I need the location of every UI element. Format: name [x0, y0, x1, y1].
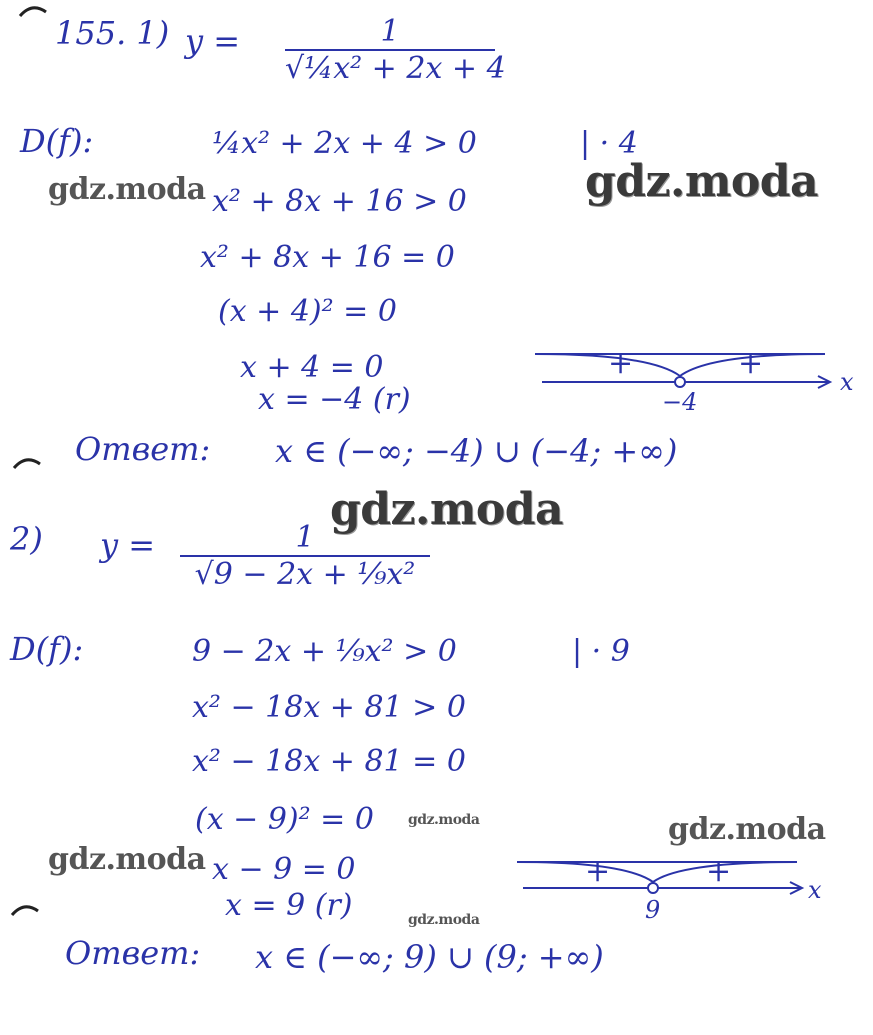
sign-right: + — [738, 346, 764, 381]
sign-left: + — [585, 854, 611, 889]
problem-number: 155. 1) — [55, 14, 170, 52]
watermark: gdz.moda — [408, 812, 480, 828]
step-1: x² − 18x + 81 > 0 — [192, 690, 466, 725]
problem-number: 2) — [10, 520, 43, 558]
axis-variable: x — [840, 368, 854, 396]
answer: x ∈ (−∞; −4) ∪ (−4; +∞) — [275, 432, 678, 470]
multiplier: | · 9 — [572, 634, 630, 669]
domain-label: D(f): — [10, 630, 84, 668]
radicand: 9 − 2x + ⅑x² — [213, 557, 416, 592]
sign-right: + — [706, 854, 732, 889]
page-curl-icon — [18, 4, 48, 18]
point-label: −4 — [662, 388, 698, 416]
number-line — [515, 858, 825, 918]
page-curl-icon — [12, 456, 42, 470]
step-4: x + 4 = 0 — [240, 350, 384, 385]
inequality: 9 − 2x + ⅑x² > 0 — [192, 634, 457, 669]
sign-left: + — [608, 346, 634, 381]
fraction-numerator: 1 — [295, 520, 315, 555]
fraction-numerator: 1 — [380, 14, 400, 49]
answer-label: Ответ: — [65, 934, 201, 972]
answer: x ∈ (−∞; 9) ∪ (9; +∞) — [255, 938, 604, 976]
inequality: ¼x² + 2x + 4 > 0 — [212, 126, 477, 161]
sqrt-icon: √ — [285, 51, 305, 86]
function-lhs: y = — [185, 22, 241, 60]
watermark: gdz.moda — [585, 156, 819, 207]
step-3: (x + 4)² = 0 — [218, 294, 397, 329]
domain-label: D(f): — [20, 122, 94, 160]
watermark: gdz.moda — [408, 912, 480, 928]
multiplier: | · 4 — [580, 126, 638, 161]
step-4: x − 9 = 0 — [212, 852, 356, 887]
fraction-denominator — [285, 51, 506, 86]
watermark: gdz.moda — [48, 172, 206, 207]
step-2: x² − 18x + 81 = 0 — [192, 744, 466, 779]
watermark: gdz.moda — [668, 812, 826, 847]
answer-label: Ответ: — [75, 430, 211, 468]
function-lhs: y = — [100, 526, 156, 564]
watermark: gdz.moda — [330, 484, 564, 535]
axis-variable: x — [808, 876, 822, 904]
step-2: x² + 8x + 16 = 0 — [200, 240, 455, 275]
step-1: x² + 8x + 16 > 0 — [212, 184, 467, 219]
radicand: ¼x² + 2x + 4 — [304, 51, 506, 86]
sqrt-icon: √ — [194, 557, 214, 592]
root: x = 9 (r) — [225, 888, 353, 923]
step-3: (x − 9)² = 0 — [195, 802, 374, 837]
fraction-denominator — [180, 557, 430, 592]
watermark: gdz.moda — [48, 842, 206, 877]
page-curl-icon — [10, 903, 40, 917]
function-fraction — [285, 14, 506, 86]
root: x = −4 (r) — [258, 382, 411, 417]
point-label: 9 — [645, 896, 661, 924]
